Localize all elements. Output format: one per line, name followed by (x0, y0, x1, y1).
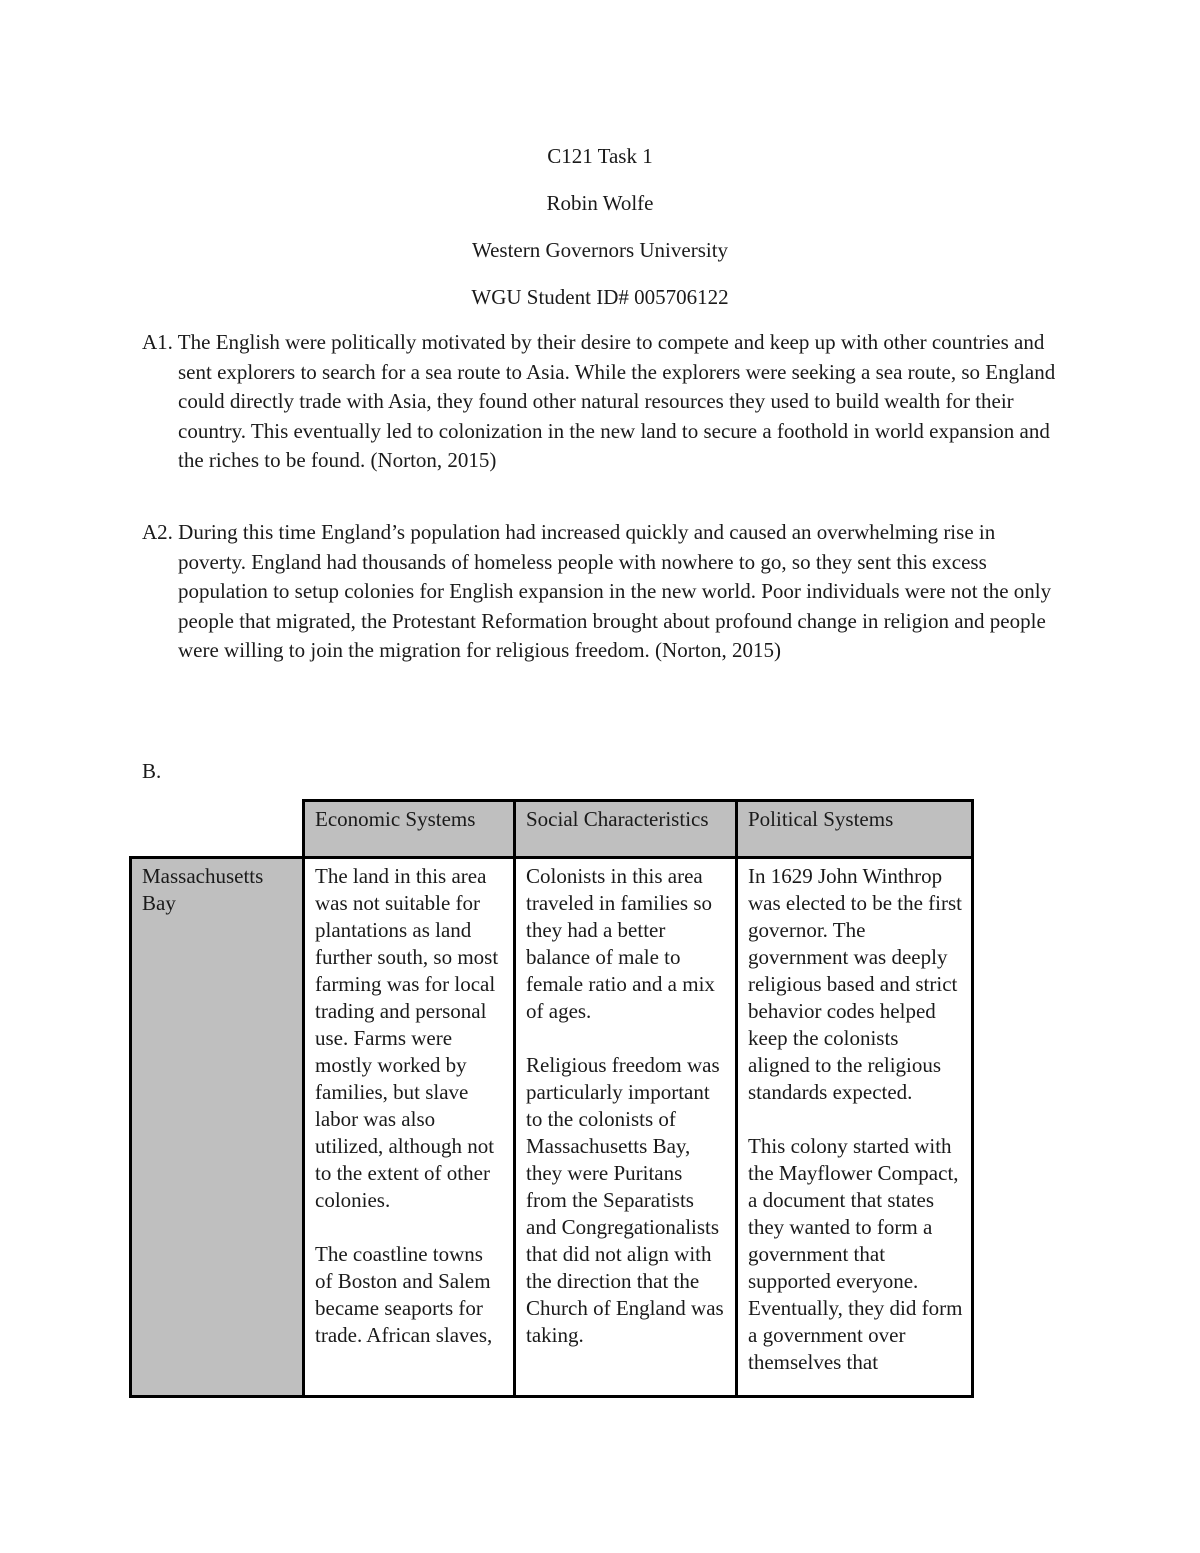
course-title: C121 Task 1 (547, 144, 653, 168)
row-header-colony (131, 858, 304, 1397)
cell-political-content (748, 863, 963, 1393)
colony-comparison-table (129, 799, 974, 1398)
column-header-political: Political Systems (737, 801, 973, 858)
paragraph-a1-text: The English were politically motivated by their desire to compete and keep up with other countries and sent explorers to search for a sea route to Asia. While the explorers were seeking a sea route, so England could directly trade with Asia, they found other natural resources they used to build wealth for their country. This eventually led to colonization in the new land to secure a foothold in world expansion and the riches to be found. (Norton, 2015) (177, 330, 1056, 472)
political-paragraph: In 1629 John Winthrop was elected to be the first governor. The government was deeply religious based and strict behavior codes helped keep the colonists aligned to the religious standards expected. (748, 864, 962, 1104)
table-header-row (131, 801, 973, 858)
cell-economic-content (315, 863, 505, 1393)
paragraph-a1-body (142, 328, 1062, 476)
paragraph-a2-label: A2. (142, 520, 173, 544)
paragraph-a1 (142, 328, 1062, 476)
cell-social (515, 858, 737, 1397)
section-b-label: B. (142, 759, 162, 783)
cell-political (737, 858, 973, 1397)
university-name: Western Governors University (471, 238, 729, 262)
paragraph-a1-label: A1. (142, 330, 173, 354)
political-paragraph: This colony started with the Mayflower Compact, a document that states they wanted to form a government that supported everyone. Eventually, they did form a government over themselves that (748, 1134, 963, 1374)
paragraph-a2-body (142, 518, 1062, 666)
student-id: WGU Student ID# 005706122 (471, 285, 729, 309)
table-corner-cell (131, 801, 304, 858)
social-paragraph: Colonists in this area traveled in families so they had a better balance of male to female ratio and a mix of ages. (526, 864, 715, 1023)
column-header-social: Social Characteristics (515, 801, 737, 858)
paragraph-a2 (142, 518, 1062, 666)
column-header-economic: Economic Systems (304, 801, 515, 858)
author-name: Robin Wolfe (546, 191, 654, 215)
paragraph-a2-text: During this time England’s population had increased quickly and caused an overwhelming rise in poverty. England had thousands of homeless people with nowhere to go, so they sent this excess population to setup colonies for English expansion in the new world. Poor individuals were not the only people that migrated, the Protestant Reformation brought about profound change in religion and people were willing to join the migration for religious freedom. (Norton, 2015) (178, 520, 1052, 662)
colony-name: Massachusetts Bay (142, 864, 264, 915)
cell-economic (304, 858, 515, 1397)
table-row (131, 858, 973, 1397)
economic-paragraph: The land in this area was not suitable for plantations as land further south, so most farming was for local trading and personal use. Farms were mostly worked by families, but slave labor was also utilized, although not to the extent of other colonies. (315, 864, 499, 1212)
social-paragraph: Religious freedom was particularly important to the colonists of Massachusetts Bay, they were Puritans from the Separatists and Congregationalists that did not align with the direction that the Church of England was taking. (526, 1053, 724, 1347)
economic-paragraph: The coastline towns of Boston and Salem became seaports for trade. African slaves, (315, 1242, 493, 1347)
cell-social-content (526, 863, 727, 1393)
